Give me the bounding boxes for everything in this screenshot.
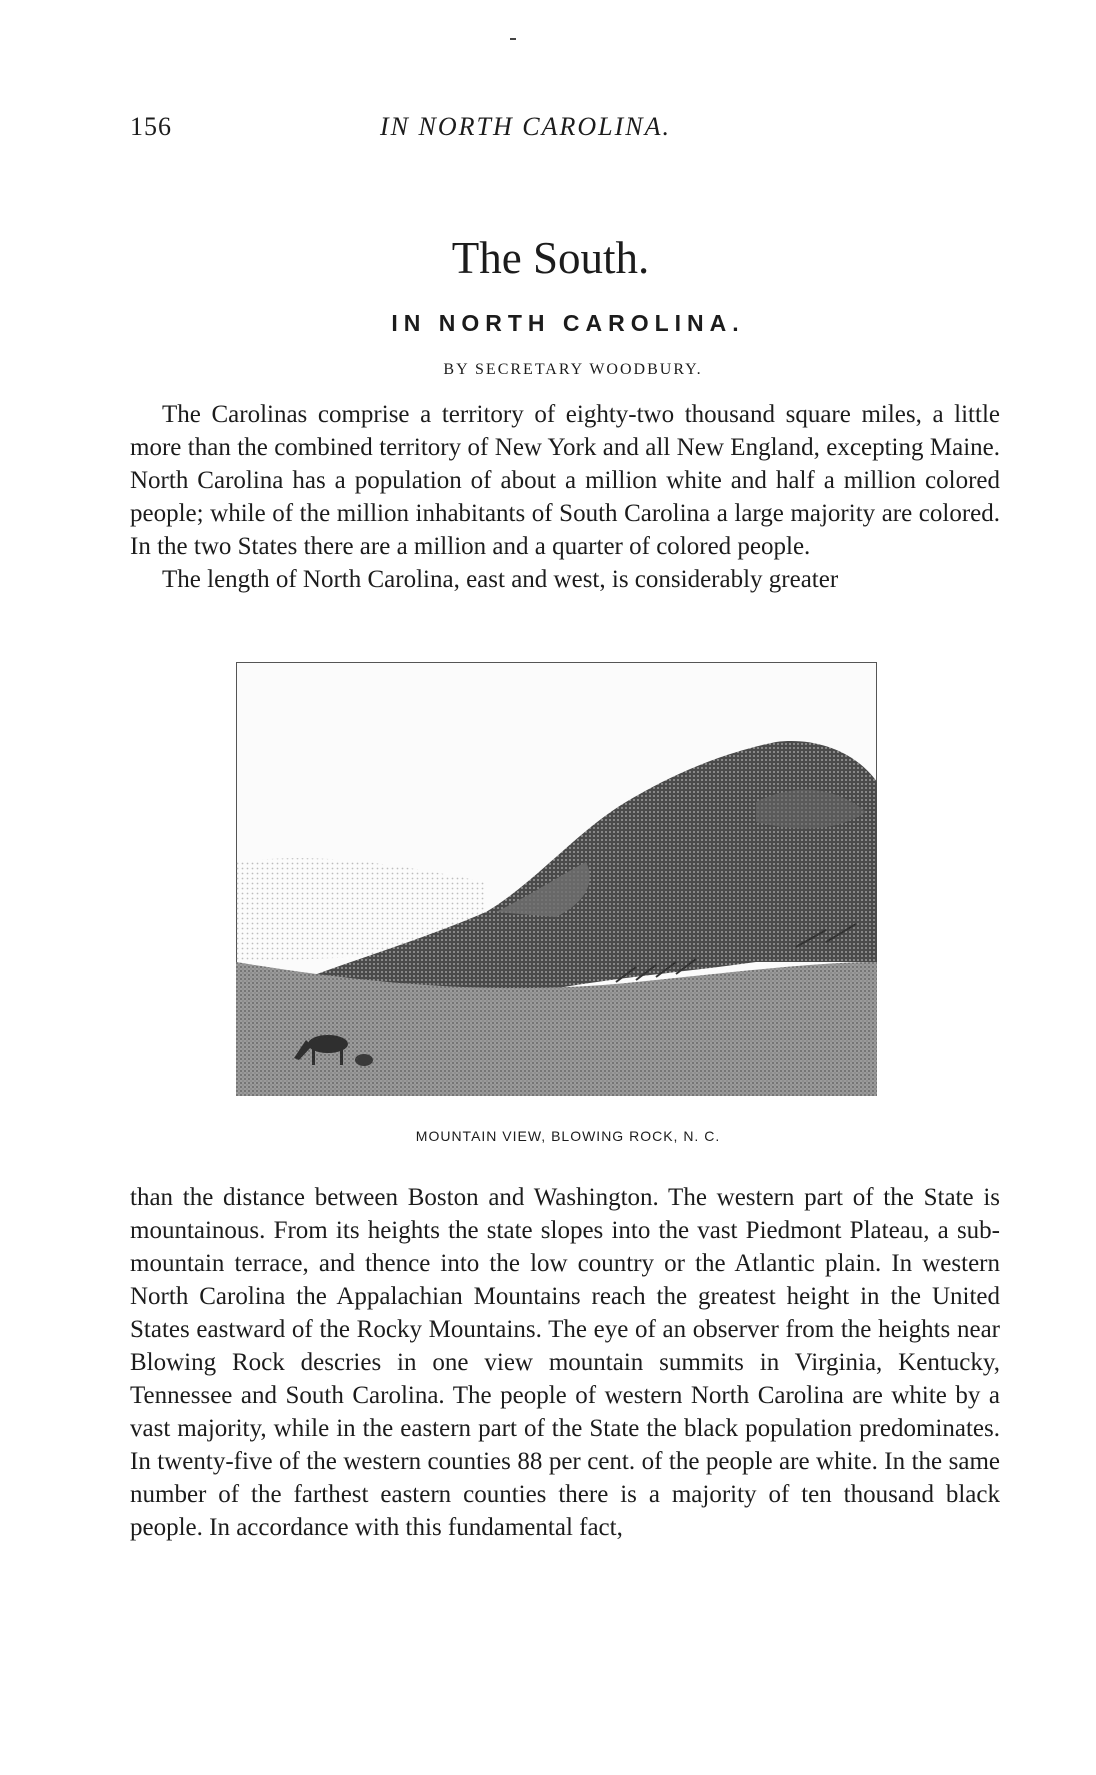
figure-caption: MOUNTAIN VIEW, BLOWING ROCK, N. C. xyxy=(415,1128,721,1144)
paragraph: than the distance between Boston and Washington. The western part of the State is mountainous. From its heights the state slopes into the vast Piedmont Plateau, a sub-mountain terrace, and thence into the low country or the Atlantic plain. In western North Carolina the Appalachian Mountains reach the greatest height in the United States eastward of the Rocky Mountains. The eye of an observer from the heights near Blowing Rock descries in one view mountain summits in Virginia, Kentucky, Tennessee and South Carolina. The people of western North Carolina are white by a vast majority, while in the eastern part of the State the black population predominates. In twenty-five of the western counties 88 per cent. of the people are white. In the same number of the farthest eastern counties there is a majority of ten thousand black people. In accordance with this fundamental fact, xyxy=(130,1184,1000,1541)
byline: BY SECRETARY WOODBURY. xyxy=(443,361,703,378)
body-text-after-figure xyxy=(130,1181,1000,1544)
mountain-landscape-image xyxy=(236,662,877,1096)
running-head: IN NORTH CAROLINA. xyxy=(380,112,671,141)
paragraph: The Carolinas comprise a territory of eighty-two thousand square miles, a little more than the combined territory of New York and all New England, excepting Maine. North Carolina has a population of about a million white and half a million colored people; while of the million inhabitants of South Carolina a large majority are colored. In the two States there are a million and a quarter of colored people. xyxy=(130,401,1000,560)
article-title: IN NORTH CAROLINA. xyxy=(391,310,745,336)
body-text-before-figure xyxy=(130,398,1000,596)
print-mark xyxy=(510,38,516,40)
section-title: The South. xyxy=(451,233,650,283)
page-number: 156 xyxy=(130,112,172,141)
halftone-illustration xyxy=(236,662,877,1096)
paragraph: The length of North Carolina, east and west, is considerably greater xyxy=(162,566,839,593)
